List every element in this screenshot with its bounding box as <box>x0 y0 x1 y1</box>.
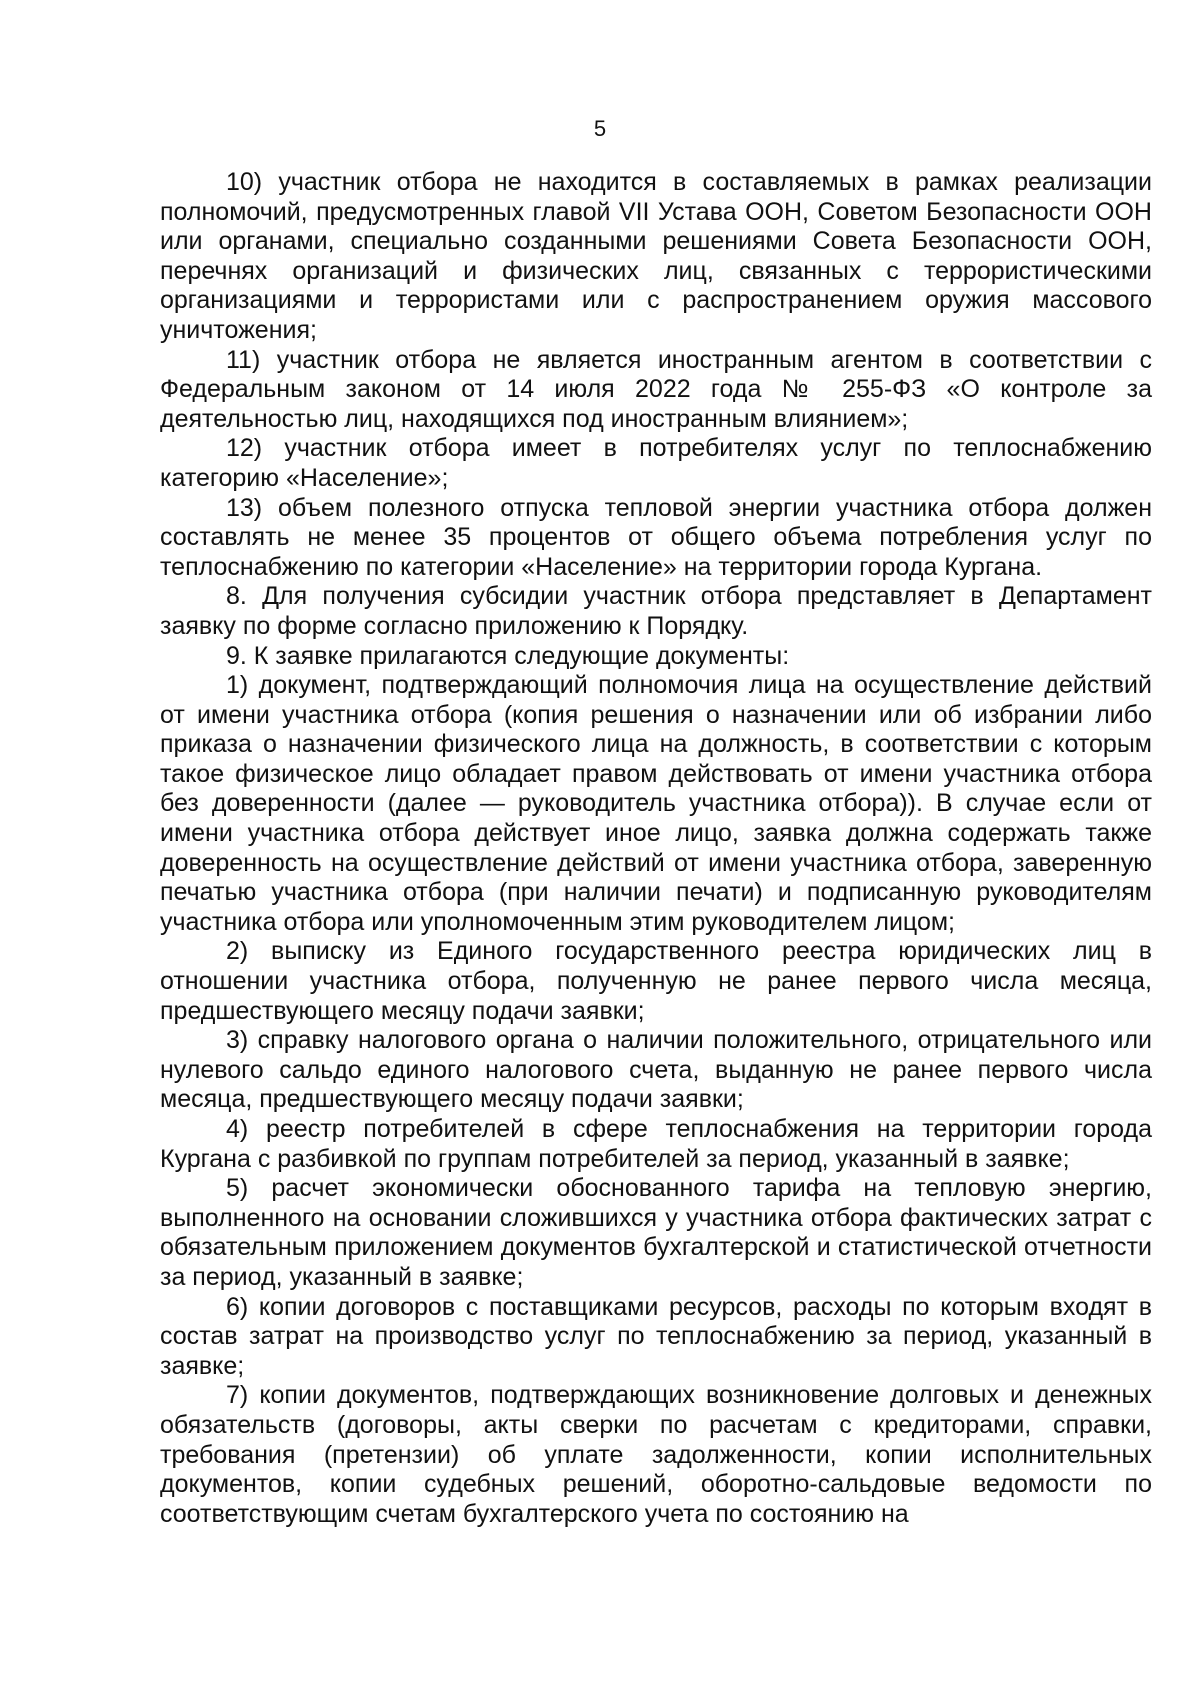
paragraph-document-2: 2) выписку из Единого государственного реестра юридических лиц в отношении участника отбора, полученную не ранее первого числа месяца, предшествующего месяцу подачи заявки; <box>160 937 1152 1025</box>
paragraph-section-8: 8. Для получения субсидии участник отбора представляет в Департамент заявку по форме согласно приложению к Порядку. <box>160 582 1152 640</box>
document-body <box>160 168 1152 1529</box>
paragraph-condition-12: 12) участник отбора имеет в потребителях услуг по теплоснабжению категорию «Население»; <box>160 434 1152 492</box>
paragraph-document-3: 3) справку налогового органа о наличии положительного, отрицательного или нулевого сальдо единого налогового счета, выданную не ранее первого числа месяца, предшествующего месяцу подачи заявки; <box>160 1026 1152 1114</box>
paragraph-condition-10: 10) участник отбора не находится в составляемых в рамках реализации полномочий, предусмотренных главой VII Устава ООН, Советом Безопасности ООН или органами, специально созданными решениями Совета Безопасности ООН, перечнях организаций и физических лиц, связанных с террористическими организациями и террористами или с распространением оружия массового уничтожения; <box>160 168 1152 344</box>
page-number: 5 <box>593 116 607 141</box>
paragraph-document-1: 1) документ, подтверждающий полномочия лица на осуществление действий от имени участника отбора (копия решения о назначении или об избрании либо приказа о назначении физического лица на должность, в соответствии с которым такое физическое лицо обладает правом действовать от имени участника отбора без доверенности (далее — руководитель участника отбора)). В случае если от имени участника отбора действует иное лицо, заявка должна содержать также доверенность на осуществление действий от имени участника отбора, заверенную печатью участника отбора (при наличии печати) и подписанную руководителям участника отбора или уполномоченным этим руководителем лицом; <box>160 671 1152 936</box>
paragraph-document-4: 4) реестр потребителей в сфере теплоснабжения на территории города Кургана с разбивкой по группам потребителей за период, указанный в заявке; <box>160 1115 1152 1173</box>
paragraph-condition-13: 13) объем полезного отпуска тепловой энергии участника отбора должен составлять не менее 35 процентов от общего объема потребления услуг по теплоснабжению по категории «Население» на территории города Кургана. <box>160 493 1152 581</box>
paragraph-condition-11: 11) участник отбора не является иностранным агентом в соответствии с Федеральным законом от 14 июля 2022 года № 255-ФЗ «О контроле за деятельностью лиц, находящихся под иностранным влиянием»; <box>160 345 1152 433</box>
paragraph-document-6: 6) копии договоров с поставщиками ресурсов, расходы по которым входят в состав затрат на производство услуг по теплоснабжению за период, указанный в заявке; <box>160 1292 1152 1380</box>
paragraph-document-7: 7) копии документов, подтверждающих возникновение долговых и денежных обязательств (договоры, акты сверки по расчетам с кредиторами, справки, требования (претензии) об уплате задолженности, копии исполнительных документов, копии судебных решений, оборотно-сальдовые ведомости по соответствующим счетам бухгалтерского учета по состоянию на <box>160 1381 1152 1528</box>
paragraph-section-9: 9. К заявке прилагаются следующие документы: <box>226 641 790 670</box>
paragraph-document-5: 5) расчет экономически обоснованного тарифа на тепловую энергию, выполненного на основании сложившихся у участника отбора фактических затрат с обязательным приложением документов бухгалтерской и статистической отчетности за период, указанный в заявке; <box>160 1174 1152 1291</box>
